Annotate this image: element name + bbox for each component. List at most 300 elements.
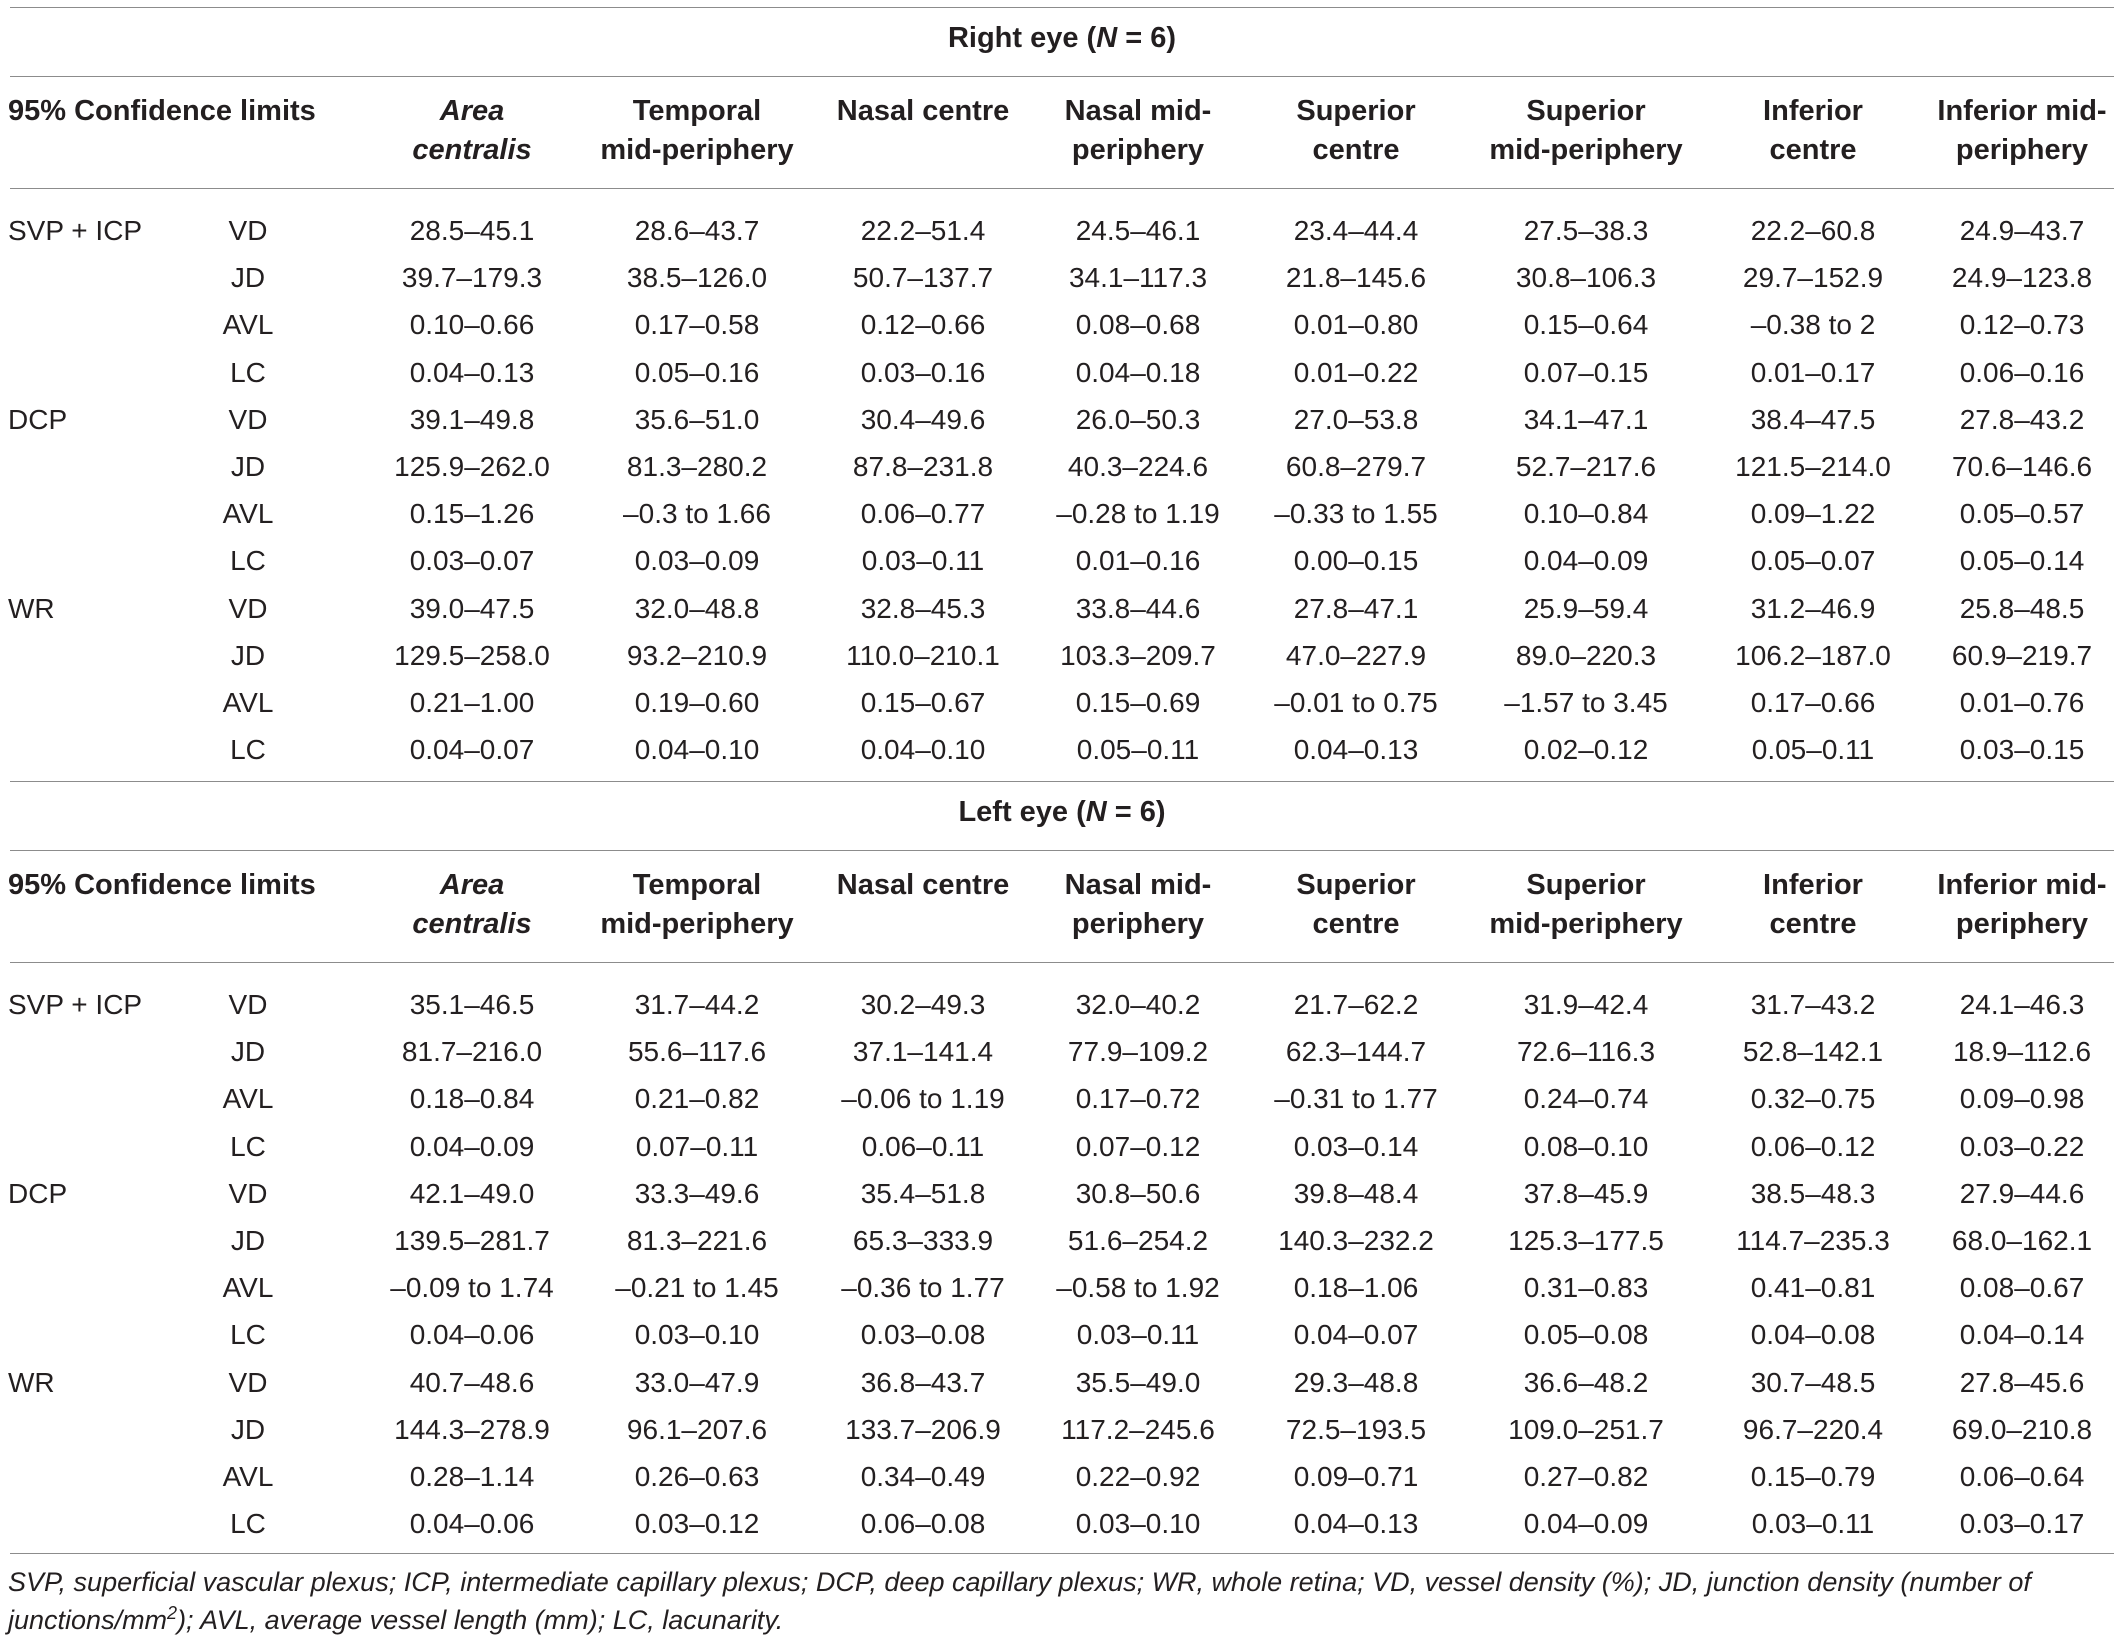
table-cell: 0.03–0.11 [1751, 1508, 1875, 1540]
table-cell: 32.0–48.8 [634, 592, 760, 624]
metric-label: AVL [222, 1083, 274, 1115]
table-cell: 27.8–45.6 [1959, 1366, 2085, 1398]
table-cell: 39.1–49.8 [409, 403, 535, 435]
table-cell: 0.06–0.11 [861, 1130, 985, 1162]
column-header-line2: periphery [1071, 134, 1205, 166]
table-cell: 31.7–43.2 [1750, 989, 1876, 1020]
confidence-limits-header: 95% Confidence limits [8, 95, 316, 127]
table-cell: 30.2–49.3 [860, 989, 986, 1020]
column-header-line2: centralis [412, 908, 532, 940]
table-cell: 27.5–38.3 [1523, 215, 1649, 246]
table-cell: 72.6–116.3 [1516, 1036, 1656, 1068]
table-cell: 0.09–1.22 [1750, 498, 1876, 530]
column-header-line2: periphery [1071, 908, 1205, 940]
table-cell: 0.15–1.26 [409, 498, 535, 530]
table-cell: 0.15–0.64 [1523, 309, 1649, 341]
column-header [1922, 866, 2122, 944]
table-cell: 0.03–0.11 [1076, 1319, 1200, 1351]
table-cell: 29.7–152.9 [1742, 262, 1884, 294]
table-row [0, 301, 2124, 348]
table-cell: 106.2–187.0 [1735, 639, 1891, 671]
table-cell: 121.5–214.0 [1735, 451, 1891, 482]
column-header-line1: Inferior mid- [1937, 869, 2107, 901]
table-cell: 0.04–0.09 [1523, 1508, 1649, 1540]
table-cell: 0.03–0.09 [634, 545, 760, 577]
table-cell: 0.34–0.49 [860, 1461, 986, 1492]
table-cell: 0.12–0.66 [860, 309, 986, 341]
metric-label: VD [228, 989, 268, 1020]
table-cell: 0.07–0.12 [1075, 1130, 1201, 1162]
footnote-superscript: 2 [167, 1603, 178, 1623]
table-cell: 0.04–0.13 [409, 356, 535, 388]
table-cell: 35.5–49.0 [1075, 1366, 1201, 1398]
table-cell: –0.28 to 1.19 [1056, 498, 1220, 530]
table-cell: 81.3–221.6 [626, 1225, 768, 1256]
table-cell: 52.8–142.1 [1742, 1036, 1884, 1068]
column-header-line2: mid-periphery [600, 908, 794, 940]
table-cell: 38.4–47.5 [1750, 403, 1876, 435]
table-cell: 0.22–0.92 [1075, 1461, 1201, 1492]
table-cell: 27.9–44.6 [1959, 1177, 2085, 1209]
table-cell: 0.18–0.84 [409, 1083, 535, 1115]
table-cell: 0.12–0.73 [1959, 309, 2085, 341]
table-cell: 0.04–0.06 [409, 1508, 535, 1540]
table-cell: –0.36 to 1.77 [841, 1272, 1005, 1304]
table-cell: 0.19–0.60 [634, 687, 760, 718]
group-label: SVP + ICP [8, 215, 143, 246]
table-cell: 24.5–46.1 [1075, 215, 1201, 246]
table-cell: 0.02–0.12 [1523, 734, 1649, 766]
table-row [0, 1500, 2124, 1547]
table-row [0, 349, 2124, 396]
metric-label: AVL [222, 309, 274, 341]
table-cell: 0.05–0.57 [1959, 498, 2085, 530]
table-row [0, 396, 2124, 443]
table-cell: 0.03–0.11 [861, 545, 985, 577]
table-cell: 0.06–0.64 [1959, 1461, 2085, 1492]
table-cell: 24.9–123.8 [1951, 262, 2093, 294]
footnote-text-end: ); AVL, average vessel length (mm); LC, lacunarity. [177, 1605, 784, 1635]
table-cell: 68.0–162.1 [1951, 1225, 2093, 1256]
table-cell: 0.28–1.14 [409, 1461, 535, 1492]
table-cell: 0.03–0.12 [634, 1508, 760, 1540]
column-header [1922, 92, 2122, 170]
table-cell: 35.6–51.0 [634, 403, 760, 435]
table-cell: 36.6–48.2 [1523, 1366, 1649, 1398]
table-cell: 0.01–0.22 [1293, 356, 1419, 388]
table-cell: 0.06–0.08 [860, 1508, 986, 1540]
table-cell: 0.17–0.72 [1075, 1083, 1201, 1115]
column-header-line2: centre [1769, 908, 1857, 940]
table-cell: 47.0–227.9 [1285, 639, 1427, 671]
table-row [0, 726, 2124, 773]
table-cell: 22.2–51.4 [860, 215, 986, 246]
table-cell: 27.8–43.2 [1959, 403, 2085, 435]
table-cell: 0.15–0.69 [1075, 687, 1201, 718]
group-label: DCP [8, 1177, 68, 1209]
column-header-line1: Nasal mid- [1064, 869, 1212, 901]
table-cell: 24.9–43.7 [1959, 215, 2085, 246]
header-bottom-rule [10, 962, 2114, 963]
table-cell: 0.03–0.15 [1959, 734, 2085, 766]
table-cell: 31.2–46.9 [1750, 592, 1876, 624]
section-title-suffix: = 6) [1106, 796, 1166, 828]
table-cell: 93.2–210.9 [626, 639, 768, 671]
table-cell: –0.21 to 1.45 [615, 1272, 779, 1304]
table-cell: 28.6–43.7 [634, 215, 760, 246]
table-cell: 65.3–333.9 [852, 1225, 994, 1256]
table-row [0, 1453, 2124, 1500]
table-cell: 0.09–0.71 [1293, 1461, 1419, 1492]
table-row [0, 537, 2124, 584]
column-header-line2: mid-periphery [1489, 134, 1683, 166]
metric-label: VD [228, 592, 268, 624]
table-cell: 89.0–220.3 [1515, 639, 1657, 671]
metric-label: JD [230, 1225, 266, 1256]
table-cell: 40.7–48.6 [409, 1366, 535, 1398]
table-cell: 25.9–59.4 [1523, 592, 1649, 624]
table-cell: 33.8–44.6 [1075, 592, 1201, 624]
table-row [0, 1264, 2124, 1311]
table-cell: 0.04–0.13 [1293, 734, 1419, 766]
column-header-line1: Nasal centre [836, 869, 1010, 901]
table-cell: 0.04–0.10 [860, 734, 986, 766]
table-cell: –0.3 to 1.66 [623, 498, 771, 530]
table-cell: 0.08–0.68 [1075, 309, 1201, 341]
section-title-prefix: Right eye ( [947, 22, 1097, 54]
column-header-line2: centre [1769, 134, 1857, 166]
metric-label: VD [228, 1366, 268, 1398]
table-cell: 114.7–235.3 [1736, 1225, 1890, 1256]
table-cell: 0.03–0.10 [634, 1319, 760, 1351]
table-cell: 0.04–0.09 [409, 1130, 535, 1162]
table-cell: 18.9–112.6 [1952, 1036, 2092, 1068]
table-cell: 0.01–0.16 [1075, 545, 1201, 577]
table-cell: 25.8–48.5 [1959, 592, 2085, 624]
metric-label: LC [230, 1508, 266, 1540]
table-cell: 21.7–62.2 [1293, 989, 1419, 1020]
table-cell: 24.1–46.3 [1959, 989, 2085, 1020]
table-cell: 0.03–0.17 [1959, 1508, 2085, 1540]
table-cell: 34.1–47.1 [1523, 403, 1649, 435]
table-cell: 81.7–216.0 [401, 1036, 543, 1068]
column-header-line1: Nasal mid- [1064, 95, 1212, 127]
table-cell: 30.4–49.6 [860, 403, 986, 435]
column-header-line1: Inferior mid- [1937, 95, 2107, 127]
metric-label: JD [230, 639, 266, 671]
metric-label: LC [230, 356, 266, 388]
metric-label: AVL [222, 1461, 274, 1492]
table-cell: 125.9–262.0 [394, 451, 550, 482]
confidence-limits-header: 95% Confidence limits [8, 869, 316, 901]
table-cell: 60.8–279.7 [1285, 451, 1427, 482]
table-cell: 129.5–258.0 [394, 639, 550, 671]
table-cell: 33.3–49.6 [634, 1177, 760, 1209]
metric-label: LC [230, 545, 266, 577]
footnote-text: SVP, superficial vascular plexus; ICP, intermediate capillary plexus; DCP, deep capillary plexus; WR, whole retina; VD, vessel density (%); JD, junction density (number of junctions/mm [8, 1567, 2031, 1635]
table-cell: 0.21–1.00 [409, 687, 535, 718]
table-cell: 144.3–278.9 [394, 1413, 550, 1445]
table-cell: 0.03–0.07 [409, 545, 535, 577]
table-row [0, 585, 2124, 632]
table-cell: –0.01 to 0.75 [1274, 687, 1438, 718]
table-cell: 30.8–50.6 [1075, 1177, 1201, 1209]
table-row [0, 1123, 2124, 1170]
column-header-line2: mid-periphery [1489, 908, 1683, 940]
table-cell: 0.08–0.10 [1523, 1130, 1649, 1162]
table-cell: 0.05–0.11 [1751, 734, 1875, 766]
table-cell: 0.10–0.84 [1523, 498, 1649, 530]
column-header-line1: Temporal [632, 95, 762, 127]
metric-label: AVL [222, 498, 274, 530]
column-header-line1: Inferior [1763, 95, 1863, 127]
table-cell: 51.6–254.2 [1067, 1225, 1209, 1256]
table-cell: –0.58 to 1.92 [1056, 1272, 1220, 1304]
table-cell: –1.57 to 3.45 [1504, 687, 1668, 718]
column-header [372, 866, 572, 944]
table-cell: 0.10–0.66 [409, 309, 535, 341]
table-row [0, 679, 2124, 726]
table-row [0, 1406, 2124, 1453]
table-cell: 0.03–0.08 [860, 1319, 986, 1351]
column-header [1471, 92, 1701, 170]
column-header [1471, 866, 1701, 944]
column-header-line1: Inferior [1763, 869, 1863, 901]
table-cell: 96.7–220.4 [1742, 1413, 1884, 1445]
table-cell: 0.24–0.74 [1523, 1083, 1649, 1115]
table-cell: 0.03–0.16 [860, 356, 986, 388]
column-header [587, 866, 807, 944]
table-cell: 0.01–0.80 [1293, 309, 1419, 341]
table-cell: 0.05–0.16 [634, 356, 760, 388]
table-cell: 36.8–43.7 [860, 1366, 986, 1398]
table-cell: 23.4–44.4 [1293, 215, 1419, 246]
table-cell: 0.32–0.75 [1750, 1083, 1876, 1115]
group-label: DCP [8, 403, 68, 435]
table-cell: 40.3–224.6 [1067, 451, 1209, 482]
table-cell: 0.15–0.79 [1750, 1461, 1876, 1492]
section-title-n: N [1096, 22, 1118, 54]
table-cell: 52.7–217.6 [1515, 451, 1657, 482]
metric-label: AVL [222, 1272, 274, 1304]
column-header-line1: Area [439, 95, 505, 127]
metric-label: JD [230, 262, 266, 294]
column-header-line2: centralis [412, 134, 532, 166]
section-title-rule [10, 76, 2114, 77]
table-cell: 0.04–0.07 [1293, 1319, 1419, 1351]
metric-label: VD [228, 1177, 268, 1209]
table-cell: 34.1–117.3 [1068, 262, 1208, 294]
section-title-suffix: = 6) [1117, 22, 1177, 54]
table-cell: 0.09–0.98 [1959, 1083, 2085, 1115]
table-cell: 30.7–48.5 [1750, 1366, 1876, 1398]
table-cell: 117.2–245.6 [1061, 1413, 1215, 1445]
table-cell: 0.04–0.10 [634, 734, 760, 766]
table-cell: 139.5–281.7 [394, 1225, 550, 1256]
metric-label: LC [230, 1130, 266, 1162]
table-cell: 22.2–60.8 [1750, 215, 1876, 246]
table-cell: 37.8–45.9 [1523, 1177, 1649, 1209]
table-cell: 27.0–53.8 [1293, 403, 1419, 435]
table-cell: 35.4–51.8 [860, 1177, 986, 1209]
column-header [823, 866, 1023, 905]
table-cell: 0.04–0.14 [1959, 1319, 2085, 1351]
table-cell: 0.05–0.11 [1076, 734, 1200, 766]
table-cell: 109.0–251.7 [1508, 1413, 1664, 1445]
table-cell: 38.5–48.3 [1750, 1177, 1876, 1209]
table-row [0, 1217, 2124, 1264]
metric-label: VD [228, 215, 268, 246]
column-header [823, 92, 1023, 131]
section-title [0, 796, 2124, 829]
column-header [1266, 92, 1446, 170]
metric-label: AVL [222, 687, 274, 718]
table-cell: 42.1–49.0 [409, 1177, 535, 1209]
table-cell: 72.5–193.5 [1285, 1413, 1427, 1445]
table-cell: 0.07–0.15 [1523, 356, 1649, 388]
table-cell: 70.6–146.6 [1951, 451, 2093, 482]
header-bottom-rule [10, 188, 2114, 189]
table-cell: 31.9–42.4 [1523, 989, 1649, 1020]
table-bottom-rule [10, 1553, 2114, 1554]
column-header-line2: mid-periphery [600, 134, 794, 166]
table-cell: 27.8–47.1 [1293, 592, 1419, 624]
table-cell: 0.04–0.09 [1523, 545, 1649, 577]
table-row [0, 632, 2124, 679]
table-row [0, 1359, 2124, 1406]
column-header-line1: Area [439, 869, 505, 901]
table-cell: 0.03–0.22 [1959, 1130, 2085, 1162]
table-cell: 0.04–0.13 [1293, 1508, 1419, 1540]
column-header [1038, 92, 1238, 170]
table-cell: 0.18–1.06 [1293, 1272, 1419, 1304]
column-header-line1: Nasal centre [836, 95, 1010, 127]
table-cell: 0.41–0.81 [1750, 1272, 1876, 1304]
table-cell: 0.27–0.82 [1523, 1461, 1649, 1492]
table-cell: 0.04–0.18 [1075, 356, 1201, 388]
group-label: SVP + ICP [8, 989, 143, 1020]
table-row [0, 490, 2124, 537]
column-header [1723, 866, 1903, 944]
table-footnote [8, 1563, 2112, 1639]
table-cell: –0.38 to 2 [1750, 309, 1876, 341]
table-cell: 0.06–0.16 [1959, 356, 2085, 388]
table-row [0, 1028, 2124, 1075]
table-cell: 32.0–40.2 [1075, 989, 1201, 1020]
table-cell: 0.05–0.08 [1523, 1319, 1649, 1351]
table-cell: 0.04–0.06 [409, 1319, 535, 1351]
table-cell: 29.3–48.8 [1293, 1366, 1419, 1398]
table-cell: 31.7–44.2 [634, 989, 760, 1020]
table-cell: 32.8–45.3 [860, 592, 986, 624]
table-cell: 0.01–0.17 [1750, 356, 1876, 388]
table-cell: 133.7–206.9 [845, 1413, 1001, 1445]
table-cell: 39.8–48.4 [1293, 1177, 1419, 1209]
table-cell: –0.31 to 1.77 [1274, 1083, 1438, 1115]
table-cell: 96.1–207.6 [626, 1413, 768, 1445]
table-row [0, 207, 2124, 254]
table-cell: 37.1–141.4 [852, 1036, 994, 1068]
table-row [0, 1170, 2124, 1217]
table-cell: 0.31–0.83 [1523, 1272, 1649, 1304]
column-header-line2: periphery [1955, 908, 2089, 940]
table-cell: 21.8–145.6 [1285, 262, 1427, 294]
column-header-line1: Superior [1296, 869, 1416, 901]
metric-label: VD [228, 403, 268, 435]
column-header [587, 92, 807, 170]
table-cell: 39.7–179.3 [401, 262, 543, 294]
table-cell: 0.21–0.82 [634, 1083, 760, 1115]
table-cell: 0.01–0.76 [1959, 687, 2085, 718]
table-cell: 0.04–0.07 [409, 734, 535, 766]
table-cell: 0.17–0.66 [1750, 687, 1876, 718]
table-cell: 69.0–210.8 [1951, 1413, 2093, 1445]
section-top-rule [10, 7, 2114, 8]
table-cell: 81.3–280.2 [626, 451, 768, 482]
column-header [1266, 866, 1446, 944]
table-cell: 28.5–45.1 [409, 215, 535, 246]
metric-label: LC [230, 1319, 266, 1351]
section-title-n: N [1085, 796, 1107, 828]
table-cell: –0.09 to 1.74 [390, 1272, 554, 1304]
column-header [1038, 866, 1238, 944]
table-cell: 140.3–232.2 [1278, 1225, 1434, 1256]
section-title-rule [10, 850, 2114, 851]
section-title-prefix: Left eye ( [958, 796, 1086, 828]
table-cell: 35.1–46.5 [409, 989, 535, 1020]
table-cell: –0.33 to 1.55 [1274, 498, 1438, 530]
table-cell: 0.05–0.14 [1959, 545, 2085, 577]
column-header-line1: Superior [1526, 95, 1646, 127]
section-title [0, 22, 2124, 55]
group-label: WR [8, 1366, 55, 1398]
column-header-line2: centre [1312, 908, 1400, 940]
table-row [0, 1075, 2124, 1122]
column-header-line1: Superior [1526, 869, 1646, 901]
column-header-line2: centre [1312, 134, 1400, 166]
table-cell: –0.06 to 1.19 [841, 1083, 1005, 1115]
table-cell: 60.9–219.7 [1951, 639, 2093, 671]
table-cell: 55.6–117.6 [627, 1036, 767, 1068]
group-label: WR [8, 592, 55, 624]
table-cell: 38.5–126.0 [626, 262, 768, 294]
column-header-line2: periphery [1955, 134, 2089, 166]
table-cell: 125.3–177.5 [1508, 1225, 1664, 1256]
table-row [0, 1311, 2124, 1358]
table-cell: 0.06–0.77 [860, 498, 986, 530]
table-row [0, 443, 2124, 490]
table-cell: 103.3–209.7 [1060, 639, 1216, 671]
table-cell: 0.26–0.63 [634, 1461, 760, 1492]
table-row [0, 254, 2124, 301]
table-cell: 62.3–144.7 [1285, 1036, 1427, 1068]
table-cell: 0.08–0.67 [1959, 1272, 2085, 1304]
table-cell: 110.0–210.1 [846, 639, 1000, 671]
table-cell: 77.9–109.2 [1067, 1036, 1209, 1068]
table-cell: 30.8–106.3 [1515, 262, 1657, 294]
table-cell: 26.0–50.3 [1075, 403, 1201, 435]
table-cell: 39.0–47.5 [409, 592, 535, 624]
table-cell: 33.0–47.9 [634, 1366, 760, 1398]
metric-label: LC [230, 734, 266, 766]
table-cell: 87.8–231.8 [852, 451, 994, 482]
table-cell: 0.06–0.12 [1750, 1130, 1876, 1162]
metric-label: JD [230, 451, 266, 482]
column-header-line1: Temporal [632, 869, 762, 901]
table-cell: 0.15–0.67 [860, 687, 986, 718]
table-cell: 0.00–0.15 [1293, 545, 1419, 577]
metric-label: JD [230, 1036, 266, 1068]
